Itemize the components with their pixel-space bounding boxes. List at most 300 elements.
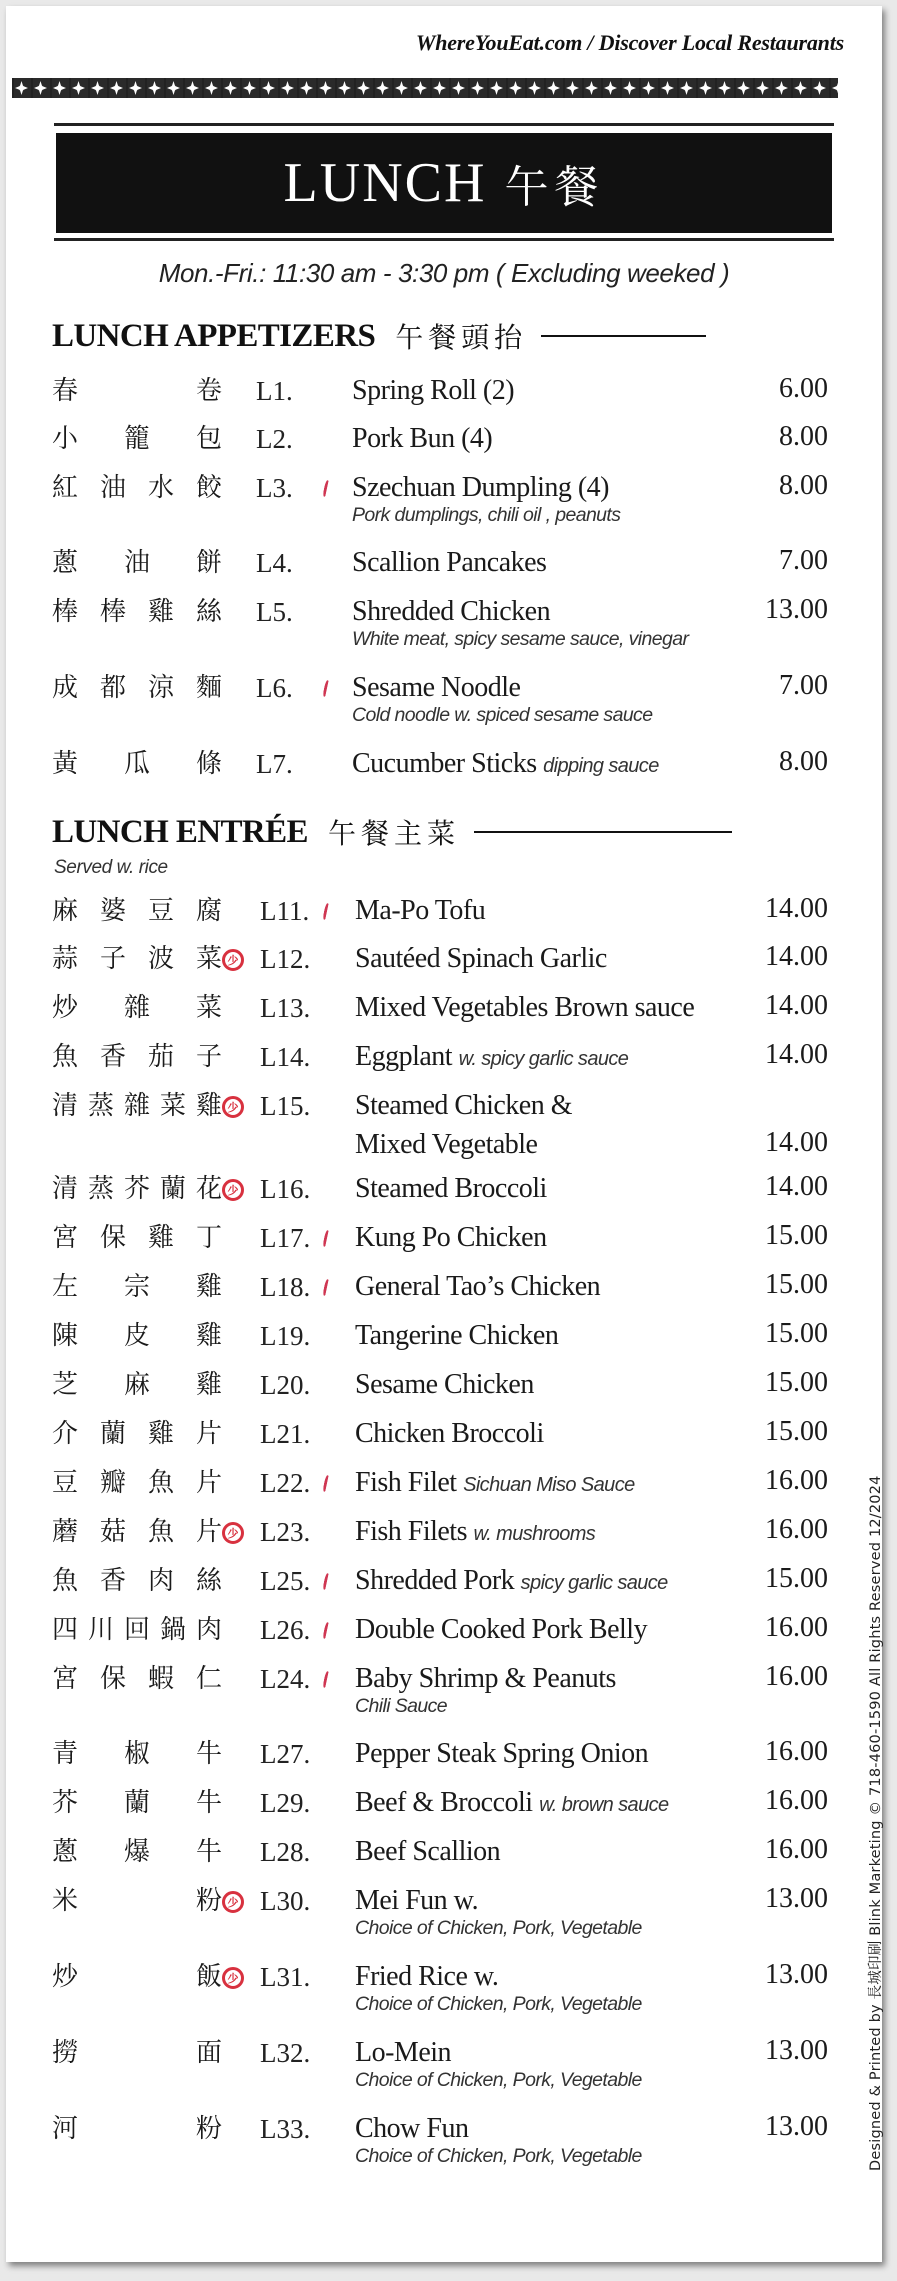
- chinese-char: 蒜: [52, 944, 79, 974]
- chinese-char: 牛: [195, 1739, 222, 1769]
- item-name-text: Fish Filets: [355, 1516, 467, 1547]
- item-price: 14.00: [765, 990, 828, 1021]
- item-name-text: Sesame Noodle: [352, 672, 521, 703]
- item-name: [355, 1884, 478, 1918]
- border-tile: [164, 78, 183, 98]
- border-tile: [430, 78, 449, 98]
- item-chinese-name: [52, 471, 222, 505]
- item-name-text: Eggplant: [355, 1041, 453, 1072]
- chinese-char: 蔥: [52, 548, 79, 578]
- item-price: 13.00: [765, 2111, 828, 2142]
- border-tile: [772, 78, 791, 98]
- item-name: [355, 894, 485, 928]
- chinese-char: 魚: [52, 1042, 79, 1072]
- item-inline-description: w. spicy garlic sauce: [458, 1048, 629, 1070]
- chinese-char: 芥: [123, 1174, 150, 1204]
- item-chinese-name: [52, 1368, 222, 1402]
- item-name-text: Szechuan Dumpling (4): [352, 472, 609, 503]
- appetizers-heading-en: LUNCH APPETIZERS: [52, 317, 376, 354]
- item-inline-description: Sichuan Miso Sauce: [463, 1474, 635, 1496]
- item-name: [355, 1417, 544, 1451]
- item-chinese-name: [52, 894, 222, 928]
- heading-rule: [541, 335, 706, 337]
- item-code: L33.: [260, 2114, 311, 2144]
- item-price: 8.00: [779, 421, 828, 452]
- item-code: L31.: [260, 1962, 311, 1992]
- chinese-char: 蘭: [123, 1788, 150, 1818]
- chinese-char: 子: [99, 944, 126, 974]
- chinese-char: 雞: [195, 1272, 222, 1302]
- item-name: [352, 546, 546, 580]
- border-tile: [601, 78, 620, 98]
- chinese-char: 絲: [195, 597, 222, 627]
- item-name-text: Chow Fun: [355, 2113, 469, 2144]
- border-tile: [354, 78, 373, 98]
- chinese-char: 雞: [147, 1223, 174, 1253]
- item-name-text: Baby Shrimp & Peanuts: [355, 1663, 616, 1694]
- item-chinese-name: [52, 1737, 222, 1771]
- chinese-char: 宮: [52, 1664, 79, 1694]
- item-name-text: Scallion Pancakes: [352, 547, 547, 578]
- item-name: [355, 1319, 558, 1353]
- chinese-char: 豆: [147, 896, 174, 926]
- chinese-char: 皮: [123, 1321, 150, 1351]
- item-price: 7.00: [779, 670, 828, 701]
- chinese-char: 丁: [195, 1223, 222, 1253]
- chinese-char: 香: [99, 1042, 126, 1072]
- item-inline-description: dipping sauce: [543, 755, 659, 777]
- item-name-text: Mixed Vegetables Brown sauce: [355, 992, 695, 1023]
- chinese-char: 蒸: [87, 1174, 114, 1204]
- item-name: [355, 1221, 547, 1255]
- chinese-char: 川: [87, 1615, 114, 1645]
- item-code: L19.: [260, 1321, 311, 1351]
- chinese-char: 肉: [195, 1615, 222, 1645]
- border-tile: [620, 78, 639, 98]
- item-chinese-name: [52, 991, 222, 1025]
- item-price: 15.00: [765, 1367, 828, 1398]
- chili-pepper-icon: [322, 1573, 329, 1590]
- entree-note: Served w. rice: [54, 857, 168, 878]
- healthy-diet-icon: 少: [222, 1967, 244, 1989]
- item-price: 16.00: [765, 1465, 828, 1496]
- chinese-char: 保: [99, 1664, 126, 1694]
- item-description: Choice of Chicken, Pork, Vegetable: [355, 2145, 642, 2167]
- healthy-diet-icon: 少: [222, 1096, 244, 1118]
- item-price: 13.00: [765, 594, 828, 625]
- appetizers-heading: [52, 316, 706, 356]
- item-chinese-name: [52, 2036, 222, 2070]
- border-tile: [50, 78, 69, 98]
- chinese-char: 蘭: [99, 1419, 126, 1449]
- item-name: [355, 1960, 498, 1994]
- item-name-text: Shredded Chicken: [352, 596, 551, 627]
- chinese-char: 芥: [52, 1788, 79, 1818]
- chinese-char: 菜: [195, 944, 222, 974]
- healthy-diet-icon: 少: [222, 1522, 244, 1544]
- item-chinese-name: [52, 1884, 222, 1918]
- item-chinese-name: [52, 422, 222, 456]
- item-price: 16.00: [765, 1834, 828, 1865]
- item-price: 13.00: [765, 2035, 828, 2066]
- item-code: L12.: [260, 944, 311, 974]
- entree-heading-en: LUNCH ENTRÉE: [52, 813, 308, 850]
- item-price: 14.00: [765, 941, 828, 972]
- item-price: 14.00: [765, 1171, 828, 1202]
- chinese-char: 包: [195, 424, 222, 454]
- chinese-char: 片: [195, 1517, 222, 1547]
- item-chinese-name: [52, 1564, 222, 1598]
- chili-pepper-icon: [322, 680, 329, 697]
- border-tile: [829, 78, 838, 98]
- chinese-char: 黃: [52, 749, 79, 779]
- border-tile: [126, 78, 145, 98]
- healthy-diet-icon: 少: [222, 1891, 244, 1913]
- item-chinese-name: [52, 2112, 222, 2146]
- item-name-text: Sautéed Spinach Garlic: [355, 943, 607, 974]
- chinese-char: 魚: [147, 1468, 174, 1498]
- item-chinese-name: [52, 1466, 222, 1500]
- item-price: 16.00: [765, 1612, 828, 1643]
- chinese-char: 炒: [52, 1962, 79, 1992]
- item-code: L30.: [260, 1886, 311, 1916]
- chinese-char: 芝: [52, 1370, 79, 1400]
- item-price: 16.00: [765, 1514, 828, 1545]
- item-code: L28.: [260, 1837, 311, 1867]
- menu-page: [6, 6, 882, 2262]
- item-code: L6.: [256, 673, 293, 703]
- item-name-text: Pork Bun (4): [352, 423, 493, 454]
- chinese-char: 餅: [195, 548, 222, 578]
- item-name: [355, 942, 607, 976]
- chinese-char: 椒: [123, 1739, 150, 1769]
- chinese-char: 豆: [52, 1468, 79, 1498]
- item-chinese-name: [52, 1662, 222, 1696]
- appetizers-heading-zh: 午餐頭抬: [395, 321, 528, 354]
- chinese-char: 蒸: [87, 1091, 114, 1121]
- print-credit: Designed & Printed by 長城印刷 Blink Marketing © 718-460-1590 All Rights Reserved 12/2024: [868, 1475, 884, 2171]
- item-code: L14.: [260, 1042, 311, 1072]
- item-code: L25.: [260, 1566, 311, 1596]
- item-name-text: Shredded Pork: [355, 1565, 515, 1596]
- chinese-char: 雞: [147, 1419, 174, 1449]
- item-price: 15.00: [765, 1220, 828, 1251]
- chinese-char: 面: [195, 2038, 222, 2068]
- item-name: [355, 1564, 668, 1600]
- chinese-char: 仁: [195, 1664, 222, 1694]
- item-code: L27.: [260, 1739, 311, 1769]
- item-name: [355, 1368, 534, 1402]
- item-description: Choice of Chicken, Pork, Vegetable: [355, 1917, 642, 1939]
- border-tile: [506, 78, 525, 98]
- chinese-char: 涼: [147, 673, 174, 703]
- chinese-char: 介: [52, 1419, 79, 1449]
- border-tile: [278, 78, 297, 98]
- item-code: L32.: [260, 2038, 311, 2068]
- item-code: L11.: [260, 896, 310, 926]
- border-tile: [31, 78, 50, 98]
- border-tile: [373, 78, 392, 98]
- item-price: 6.00: [779, 373, 828, 404]
- border-tile: [335, 78, 354, 98]
- chinese-char: 飯: [195, 1962, 222, 1992]
- item-inline-description: spicy garlic sauce: [520, 1572, 668, 1594]
- chinese-char: 婆: [99, 896, 126, 926]
- item-inline-description: w. mushrooms: [473, 1523, 596, 1545]
- item-price: 16.00: [765, 1785, 828, 1816]
- item-name: [355, 1515, 595, 1551]
- item-chinese-name: [52, 546, 222, 580]
- entree-heading: [52, 812, 732, 852]
- chili-pepper-icon: [322, 1671, 329, 1688]
- chinese-char: 菜: [195, 993, 222, 1023]
- item-description: White meat, spicy sesame sauce, vinegar: [352, 628, 689, 650]
- item-code: L22.: [260, 1468, 311, 1498]
- border-tile: [240, 78, 259, 98]
- item-code: L16.: [260, 1174, 311, 1204]
- border-tile: [411, 78, 430, 98]
- item-chinese-name: [52, 1417, 222, 1451]
- chinese-char: 茄: [147, 1042, 174, 1072]
- chinese-char: 粉: [195, 1886, 222, 1916]
- item-price: 16.00: [765, 1661, 828, 1692]
- item-name: [355, 991, 694, 1025]
- chinese-char: 肉: [147, 1566, 174, 1596]
- border-tile: [734, 78, 753, 98]
- border-tile: [316, 78, 335, 98]
- chinese-char: 左: [52, 1272, 79, 1302]
- chinese-char: 清: [52, 1091, 79, 1121]
- item-name: [355, 1662, 616, 1696]
- border-tile: [658, 78, 677, 98]
- item-name-text: Beef Scallion: [355, 1836, 501, 1867]
- healthy-diet-icon: 少: [222, 1179, 244, 1201]
- border-tile: [677, 78, 696, 98]
- item-code: L13.: [260, 993, 311, 1023]
- border-tile: [297, 78, 316, 98]
- item-price: 16.00: [765, 1736, 828, 1767]
- item-code: L18.: [260, 1272, 311, 1302]
- chinese-char: 宮: [52, 1223, 79, 1253]
- chinese-char: 回: [123, 1615, 150, 1645]
- item-name: [355, 2112, 468, 2146]
- chinese-char: 花: [195, 1174, 222, 1204]
- border-tile: [449, 78, 468, 98]
- border-tile: [582, 78, 601, 98]
- item-code: L17.: [260, 1223, 311, 1253]
- item-name: [355, 1835, 500, 1869]
- border-tile: [88, 78, 107, 98]
- border-tile: [715, 78, 734, 98]
- chinese-char: 腐: [195, 896, 222, 926]
- chinese-char: 菇: [99, 1517, 126, 1547]
- chinese-char: 四: [52, 1615, 79, 1645]
- chinese-char: 棒: [52, 597, 79, 627]
- item-name: [352, 374, 514, 408]
- item-chinese-name: [52, 1221, 222, 1255]
- chinese-char: 雜: [123, 1091, 150, 1121]
- title-banner: [56, 133, 832, 233]
- item-name: [352, 471, 609, 505]
- item-chinese-name: [52, 1270, 222, 1304]
- item-chinese-name: [52, 1515, 222, 1549]
- entree-heading-zh: 午餐主菜: [327, 817, 460, 850]
- chinese-char: 牛: [195, 1788, 222, 1818]
- chinese-char: 陳: [52, 1321, 79, 1351]
- item-price: 14.00: [765, 893, 828, 924]
- item-name: [355, 1466, 635, 1502]
- item-name-text: Kung Po Chicken: [355, 1222, 547, 1253]
- item-price: 13.00: [765, 1883, 828, 1914]
- item-name-text: Sesame Chicken: [355, 1369, 534, 1400]
- chinese-char: 紅: [52, 473, 79, 503]
- item-price: 15.00: [765, 1416, 828, 1447]
- item-code: L1.: [256, 376, 293, 406]
- item-chinese-name: [52, 671, 222, 705]
- chinese-char: 雞: [147, 597, 174, 627]
- item-inline-description: w. brown sauce: [539, 1794, 669, 1816]
- chinese-char: 牛: [195, 1837, 222, 1867]
- item-name-text: Pepper Steak Spring Onion: [355, 1738, 649, 1769]
- item-chinese-name: [52, 1960, 222, 1994]
- chinese-char: 河: [52, 2114, 79, 2144]
- item-description: Pork dumplings, chili oil , peanuts: [352, 504, 621, 526]
- item-name-text: General Tao’s Chicken: [355, 1271, 601, 1302]
- item-name: [352, 422, 492, 456]
- item-price: 13.00: [765, 1959, 828, 1990]
- border-tile: [202, 78, 221, 98]
- chinese-char: 蘭: [159, 1174, 186, 1204]
- border-tile: [392, 78, 411, 98]
- item-code: L15.: [260, 1091, 311, 1121]
- border-tile: [753, 78, 772, 98]
- item-chinese-name: [52, 1786, 222, 1820]
- chinese-char: 成: [52, 673, 79, 703]
- chinese-char: 清: [52, 1174, 79, 1204]
- chinese-char: 雞: [195, 1091, 222, 1121]
- chinese-char: 油: [99, 473, 126, 503]
- lunch-hours: Mon.-Fri.: 11:30 am - 3:30 pm ( Excluding weeked ): [158, 258, 730, 288]
- border-tile: [183, 78, 202, 98]
- border-tile: [69, 78, 88, 98]
- item-description: Choice of Chicken, Pork, Vegetable: [355, 1993, 642, 2015]
- decorative-border: [12, 78, 838, 98]
- item-name-text: Steamed Chicken &: [355, 1090, 573, 1121]
- chinese-char: 片: [195, 1419, 222, 1449]
- chinese-char: 瓣: [99, 1468, 126, 1498]
- item-description: Choice of Chicken, Pork, Vegetable: [355, 2069, 642, 2091]
- item-code: L24.: [260, 1664, 311, 1694]
- item-price: 15.00: [765, 1269, 828, 1300]
- title-en: LUNCH: [283, 152, 487, 214]
- item-name-text: Cucumber Sticks: [352, 748, 537, 779]
- chinese-char: 春: [52, 376, 79, 406]
- item-code: L3.: [256, 473, 293, 503]
- item-name-text: Spring Roll (2): [352, 375, 515, 406]
- item-name-text: Beef & Broccoli: [355, 1787, 533, 1818]
- item-code: L21.: [260, 1419, 311, 1449]
- border-tile: [107, 78, 126, 98]
- border-tile: [810, 78, 829, 98]
- chinese-char: 麻: [123, 1370, 150, 1400]
- chinese-char: 絲: [195, 1566, 222, 1596]
- border-tile: [145, 78, 164, 98]
- item-code: L4.: [256, 548, 293, 578]
- item-code: L20.: [260, 1370, 311, 1400]
- item-name-text: Fried Rice w.: [355, 1961, 499, 1992]
- item-chinese-name: [52, 1613, 222, 1647]
- item-chinese-name: [52, 1089, 222, 1123]
- site-header: WhereYouEat.com / Discover Local Restaurants: [415, 30, 844, 55]
- item-name: [355, 1613, 647, 1647]
- item-code: L2.: [256, 424, 293, 454]
- item-price: 15.00: [765, 1563, 828, 1594]
- title-rule-bottom: [54, 238, 834, 241]
- chinese-char: 蝦: [147, 1664, 174, 1694]
- item-chinese-name: [52, 747, 222, 781]
- title-zh: 午餐: [504, 162, 605, 213]
- chinese-char: 瓜: [123, 749, 150, 779]
- item-description: Chili Sauce: [355, 1695, 448, 1717]
- item-name: [355, 1089, 572, 1123]
- chinese-char: 都: [99, 673, 126, 703]
- chinese-char: 子: [195, 1042, 222, 1072]
- chili-pepper-icon: [322, 1230, 329, 1247]
- item-name: [355, 1172, 547, 1206]
- chili-pepper-icon: [322, 1279, 329, 1296]
- chinese-char: 棒: [99, 597, 126, 627]
- chinese-char: 水: [147, 473, 174, 503]
- item-name-text: Lo-Mein: [355, 2037, 452, 2068]
- title-rule-top: [54, 123, 834, 126]
- healthy-diet-icon: 少: [222, 949, 244, 971]
- item-name-text: Steamed Broccoli: [355, 1173, 547, 1204]
- chinese-char: 宗: [123, 1272, 150, 1302]
- border-tile: [544, 78, 563, 98]
- chinese-char: 卷: [195, 376, 222, 406]
- chili-pepper-icon: [322, 1622, 329, 1639]
- item-price: 15.00: [765, 1318, 828, 1349]
- item-name-text: Fish Filet: [355, 1467, 457, 1498]
- chinese-char: 香: [99, 1566, 126, 1596]
- item-name: [355, 1786, 669, 1822]
- chinese-char: 條: [195, 749, 222, 779]
- border-tile: [639, 78, 658, 98]
- chinese-char: 麻: [52, 896, 79, 926]
- chinese-char: 米: [52, 1886, 79, 1916]
- chinese-char: 雞: [195, 1370, 222, 1400]
- chinese-char: 波: [147, 944, 174, 974]
- item-price: 8.00: [779, 470, 828, 501]
- item-price: 7.00: [779, 545, 828, 576]
- chinese-char: 魚: [147, 1517, 174, 1547]
- chinese-char: 雞: [195, 1321, 222, 1351]
- border-tile: [468, 78, 487, 98]
- chinese-char: 菜: [159, 1091, 186, 1121]
- border-tile: [525, 78, 544, 98]
- heading-rule: [474, 831, 732, 833]
- item-price: 14.00: [765, 1039, 828, 1070]
- border-tile: [259, 78, 278, 98]
- item-name-line2: Mixed Vegetable: [355, 1129, 538, 1160]
- chinese-char: 餃: [195, 473, 222, 503]
- item-code: L7.: [256, 749, 293, 779]
- item-name: [355, 1737, 648, 1771]
- chinese-char: 粉: [195, 2114, 222, 2144]
- chinese-char: 青: [52, 1739, 79, 1769]
- border-tile: [563, 78, 582, 98]
- item-name-text: Tangerine Chicken: [355, 1320, 559, 1351]
